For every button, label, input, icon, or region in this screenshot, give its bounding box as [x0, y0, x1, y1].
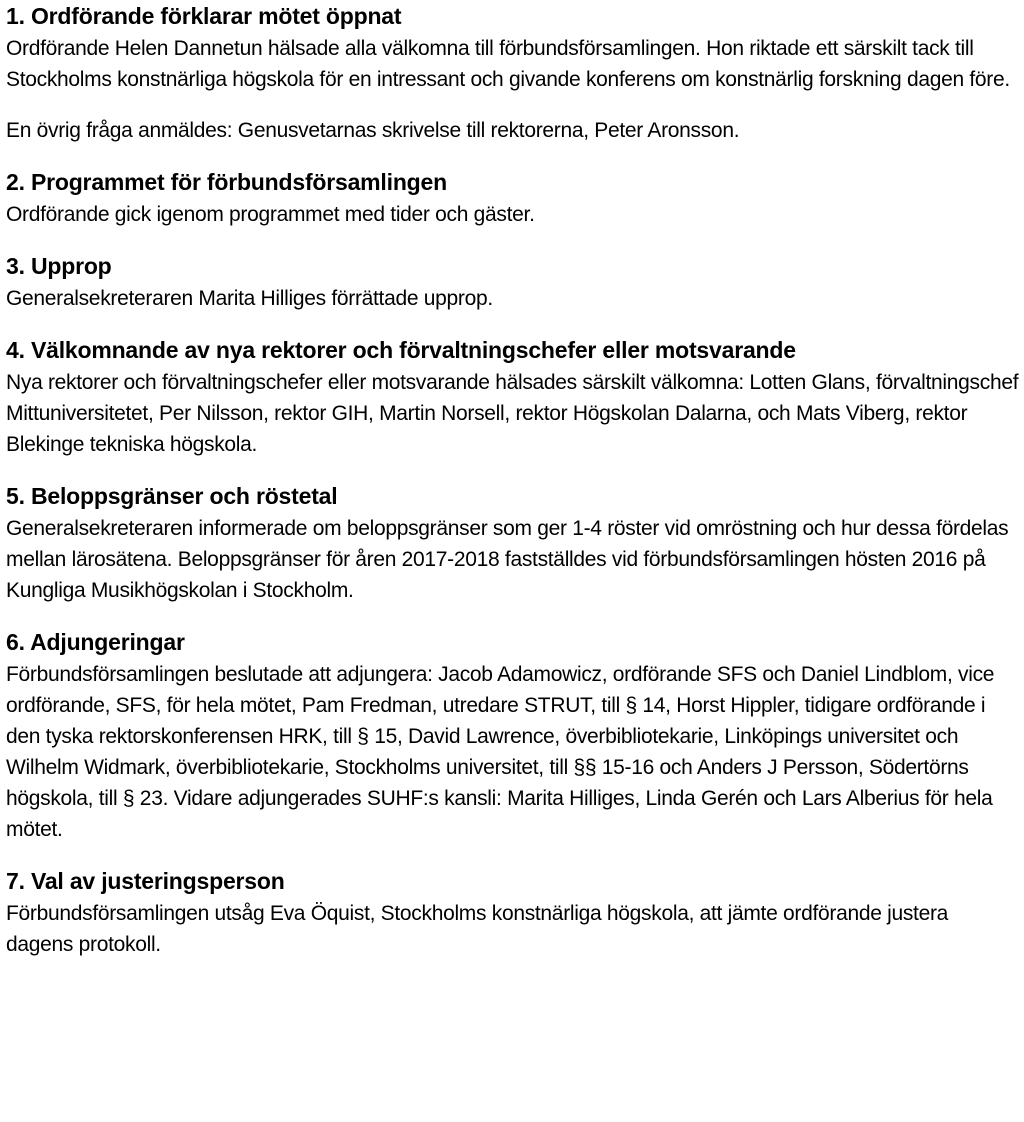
section-heading: 4. Välkomnande av nya rektorer och förvaltningschefer eller motsvarande	[6, 337, 796, 363]
section-2	[6, 166, 1020, 230]
section-paragraph: Generalsekreteraren informerade om beloppsgränser som ger 1-4 röster vid omröstning och hur dessa fördelas mellan lärosätena. Beloppsgränser för åren 2017-2018 fastställdes vid förbundsförsamlingen hösten 2016 på Kungliga Musikhögskolan i Stockholm.	[6, 517, 1009, 602]
section-3	[6, 250, 1020, 314]
section-paragraph: Ordförande Helen Dannetun hälsade alla välkomna till förbundsförsamlingen. Hon riktade ett särskilt tack till Stockholms konstnärliga högskola för en intressant och givande konferens om konstnärlig forskning dagen före.	[6, 37, 1010, 91]
section-heading: 7. Val av justeringsperson	[6, 868, 285, 894]
section-paragraph: Generalsekreteraren Marita Hilliges förrättade upprop.	[6, 287, 493, 310]
section-6	[6, 626, 1020, 845]
section-heading: 5. Beloppsgränser och röstetal	[6, 483, 338, 509]
section-4	[6, 334, 1020, 460]
section-heading: 1. Ordförande förklarar mötet öppnat	[6, 3, 402, 29]
section-heading: 2. Programmet för förbundsförsamlingen	[6, 169, 447, 195]
minutes-document	[6, 0, 1020, 960]
section-paragraph: Förbundsförsamlingen beslutade att adjungera: Jacob Adamowicz, ordförande SFS och Daniel Lindblom, vice ordförande, SFS, för hela mötet, Pam Fredman, utredare STRUT, till § 14, Horst Hippler, tidigare ordförande i den tyska rektorskonferensen HRK, till § 15, David Lawrence, överbibliotekarie, Linköpings universitet och Wilhelm Widmark, överbibliotekarie, Stockholms universitet, till §§ 15-16 och Anders J Persson, Södertörns högskola, till § 23. Vidare adjungerades SUHF:s kansli: Marita Hilliges, Linda Gerén och Lars Alberius för hela mötet.	[6, 663, 995, 841]
section-paragraph: Ordförande gick igenom programmet med tider och gäster.	[6, 203, 535, 226]
section-heading: 6. Adjungeringar	[6, 629, 185, 655]
section-5	[6, 480, 1020, 606]
section-paragraph: Nya rektorer och förvaltningschefer eller motsvarande hälsades särskilt välkomna: Lotten Glans, förvaltningschef Mittuniversitetet, Per Nilsson, rektor GIH, Martin Norsell, rektor Högskolan Dalarna, och Mats Viberg, rektor Blekinge tekniska högskola.	[6, 371, 1019, 456]
section-7	[6, 865, 1020, 960]
section-heading: 3. Upprop	[6, 253, 112, 279]
section-1	[6, 0, 1020, 146]
section-paragraph: Förbundsförsamlingen utsåg Eva Öquist, Stockholms konstnärliga högskola, att jämte ordförande justera dagens protokoll.	[6, 902, 949, 956]
section-paragraph: En övrig fråga anmäldes: Genusvetarnas skrivelse till rektorerna, Peter Aronsson.	[6, 119, 740, 142]
